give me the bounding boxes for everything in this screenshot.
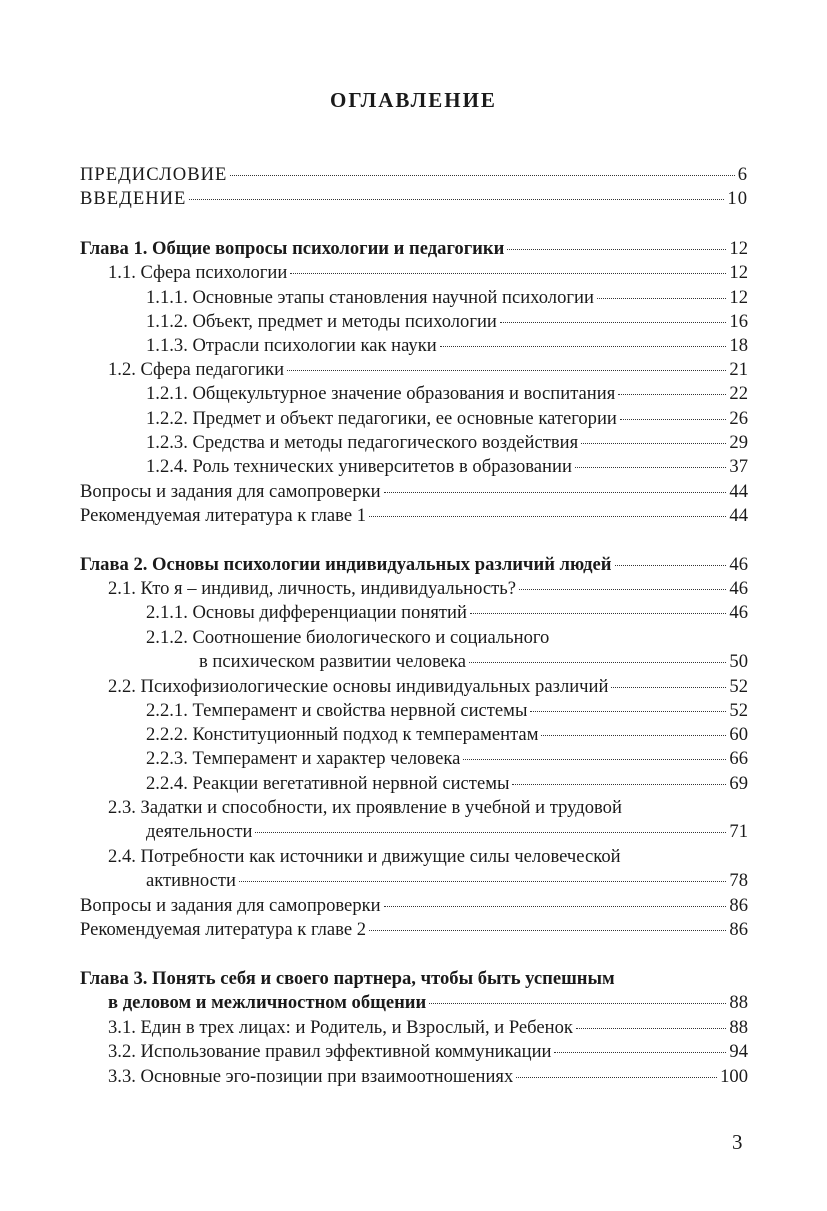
toc-entry-title: Рекомендуемая литература к главе 2 (80, 919, 367, 940)
dot-leader (620, 419, 727, 420)
toc-entry-preface[interactable] (80, 163, 748, 187)
toc-entry-title: 3.3. Основные эго-позиции при взаимоотношениях (108, 1066, 514, 1087)
dot-leader (519, 589, 726, 590)
dot-leader (512, 784, 726, 785)
dot-leader (618, 394, 726, 395)
toc-entry-title: в деловом и межличностном общении (108, 992, 427, 1013)
toc-entry-first-line[interactable]: 2.4. Потребности как источники и движущие силы человеческой (108, 846, 621, 867)
dot-leader (384, 492, 727, 493)
toc-page-number: 66 (729, 748, 748, 769)
dot-leader (470, 613, 726, 614)
toc-page-number: 12 (729, 287, 748, 308)
toc-subsection-1-2-3[interactable] (146, 431, 748, 455)
toc-page-number: 12 (729, 238, 748, 259)
dot-leader (615, 565, 727, 566)
dot-leader (290, 273, 726, 274)
toc-page-number: 21 (729, 359, 748, 380)
toc-entry-title: 1.2. Сфера педагогики (108, 359, 285, 380)
toc-entry-literature-1[interactable] (80, 504, 748, 528)
toc-entry-title: 1.2.4. Роль технических университетов в образовании (146, 456, 572, 477)
toc-entry-title: Вопросы и задания для самопроверки (80, 895, 381, 916)
toc-entry-literature-2[interactable] (80, 918, 748, 942)
toc-page-number: 71 (729, 821, 748, 842)
toc-entry-questions-2[interactable] (80, 894, 748, 918)
toc-entry-title: 1.1.1. Основные этапы становления научной психологии (146, 287, 594, 308)
toc-entry-questions-1[interactable] (80, 480, 748, 504)
toc-page-number: 69 (729, 773, 748, 794)
toc-subsection-2-1-2[interactable] (199, 650, 748, 674)
toc-entry-title: 1.1.2. Объект, предмет и методы психологии (146, 311, 497, 332)
dot-leader (554, 1052, 726, 1053)
toc-page-number: 44 (729, 505, 748, 526)
dot-leader (507, 249, 726, 250)
toc-section-3-3[interactable] (108, 1065, 748, 1089)
toc-entry-title: 1.2.1. Общекультурное значение образования и воспитания (146, 383, 616, 404)
page-title: ОГЛАВЛЕНИЕ (330, 88, 497, 112)
toc-entry-title: 2.2. Психофизиологические основы индивидуальных различий (108, 676, 609, 697)
toc-page-number: 78 (729, 870, 748, 891)
toc-entry-title: Вопросы и задания для самопроверки (80, 481, 381, 502)
toc-chapter-2[interactable] (80, 553, 748, 577)
dot-leader (581, 443, 726, 444)
toc-entry-title: 2.1. Кто я – индивид, личность, индивидуальность? (108, 578, 517, 599)
toc-entry-title: ВВЕДЕНИЕ (80, 188, 187, 209)
toc-page-number: 16 (729, 311, 748, 332)
toc-page-number: 46 (729, 554, 748, 575)
toc-chapter-1[interactable] (80, 237, 748, 261)
toc-entry-title: деятельности (146, 821, 253, 842)
toc-entry-title: 1.2.3. Средства и методы педагогического воздействия (146, 432, 579, 453)
dot-leader (255, 832, 726, 833)
toc-entry-title: 3.2. Использование правил эффективной коммуникации (108, 1041, 552, 1062)
toc-page-number: 22 (729, 383, 748, 404)
toc-section-2-2[interactable] (108, 675, 748, 699)
toc-subsection-2-2-2[interactable] (146, 723, 748, 747)
toc-page-number: 94 (729, 1041, 748, 1062)
toc-page-number: 50 (729, 651, 748, 672)
toc-entry-first-line[interactable]: 2.3. Задатки и способности, их проявление в учебной и трудовой (108, 797, 622, 818)
dot-leader (469, 662, 726, 663)
toc-section-1-1[interactable] (108, 261, 748, 285)
toc-page-number: 86 (729, 919, 748, 940)
toc-page-number: 26 (729, 408, 748, 429)
toc-entry-title: ПРЕДИСЛОВИЕ (80, 164, 228, 185)
dot-leader (463, 759, 726, 760)
toc-page-number: 44 (729, 481, 748, 502)
toc-page-number: 52 (729, 676, 748, 697)
toc-entry-title: 2.1.1. Основы дифференциации понятий (146, 602, 467, 623)
dot-leader (597, 298, 727, 299)
toc-entry-title: Глава 2. Основы психологии индивидуальных различий людей (80, 554, 612, 575)
toc-entry-title: 2.2.3. Темперамент и характер человека (146, 748, 461, 769)
toc-page-number: 52 (729, 700, 748, 721)
toc-entry-title: 1.2.2. Предмет и объект педагогики, ее основные категории (146, 408, 617, 429)
toc-page-number: 100 (720, 1066, 748, 1087)
dot-leader (611, 687, 726, 688)
toc-entry-title: 2.2.2. Конституционный подход к темпераментам (146, 724, 539, 745)
toc-section-1-2[interactable] (108, 358, 748, 382)
toc-subsection-2-2-1[interactable] (146, 699, 748, 723)
toc-subsection-1-2-1[interactable] (146, 382, 748, 406)
toc-subsection-1-2-2[interactable] (146, 407, 748, 431)
toc-section-2-1[interactable] (108, 577, 748, 601)
dot-leader (369, 930, 726, 931)
dot-leader (429, 1003, 726, 1004)
toc-entry-title: 1.1.3. Отрасли психологии как науки (146, 335, 437, 356)
toc-page-number: 18 (729, 335, 748, 356)
toc-entry-introduction[interactable] (80, 187, 748, 211)
toc-chapter-3[interactable] (108, 991, 748, 1015)
toc-page-number: 46 (729, 578, 748, 599)
toc-entry-title: 2.2.1. Темперамент и свойства нервной системы (146, 700, 528, 721)
toc-entry-title: активности (146, 870, 236, 891)
toc-section-2-3[interactable] (146, 820, 748, 844)
dot-leader (575, 467, 726, 468)
toc-entry-title: в психическом развитии человека (199, 651, 467, 672)
toc-subsection-2-1-1[interactable] (146, 601, 748, 625)
toc-page-number: 6 (737, 164, 748, 185)
dot-leader (541, 735, 726, 736)
toc-entry-first-line[interactable]: 2.1.2. Соотношение биологического и социального (146, 627, 550, 648)
toc-subsection-2-2-4[interactable] (146, 772, 748, 796)
dot-leader (230, 175, 734, 176)
dot-leader (516, 1077, 717, 1078)
dot-leader (369, 516, 726, 517)
toc-section-3-1[interactable] (108, 1016, 748, 1040)
dot-leader (530, 711, 726, 712)
toc-chapter-3-first-line[interactable]: Глава 3. Понять себя и своего партнера, чтобы быть успешным (80, 968, 615, 989)
toc-entry-title: 2.2.4. Реакции вегетативной нервной системы (146, 773, 510, 794)
dot-leader (287, 370, 726, 371)
toc-subsection-2-2-3[interactable] (146, 747, 748, 771)
dot-leader (440, 346, 727, 347)
page-number: 3 (732, 1130, 743, 1154)
dot-leader (384, 906, 727, 907)
toc-page-number: 88 (729, 992, 748, 1013)
toc-entry-title: Рекомендуемая литература к главе 1 (80, 505, 367, 526)
toc-page-number: 12 (729, 262, 748, 283)
toc-subsection-1-1-2[interactable] (146, 310, 748, 334)
toc-page-number: 88 (729, 1017, 748, 1038)
dot-leader (500, 322, 727, 323)
dot-leader (576, 1028, 726, 1029)
toc-page-number: 29 (729, 432, 748, 453)
toc-page-number: 10 (727, 188, 748, 209)
toc-subsection-1-1-1[interactable] (146, 286, 748, 310)
toc-section-2-4[interactable] (146, 869, 748, 893)
toc-page-number: 37 (729, 456, 748, 477)
toc-page-number: 86 (729, 895, 748, 916)
toc-entry-title: 1.1. Сфера психологии (108, 262, 288, 283)
toc-page-number: 46 (729, 602, 748, 623)
toc-entry-title: 3.1. Един в трех лицах: и Родитель, и Взрослый, и Ребенок (108, 1017, 573, 1038)
toc-page-number: 60 (729, 724, 748, 745)
dot-leader (239, 881, 726, 882)
toc-subsection-1-2-4[interactable] (146, 455, 748, 479)
toc-subsection-1-1-3[interactable] (146, 334, 748, 358)
dot-leader (189, 199, 724, 200)
toc-entry-title: Глава 1. Общие вопросы психологии и педагогики (80, 238, 505, 259)
toc-section-3-2[interactable] (108, 1040, 748, 1064)
